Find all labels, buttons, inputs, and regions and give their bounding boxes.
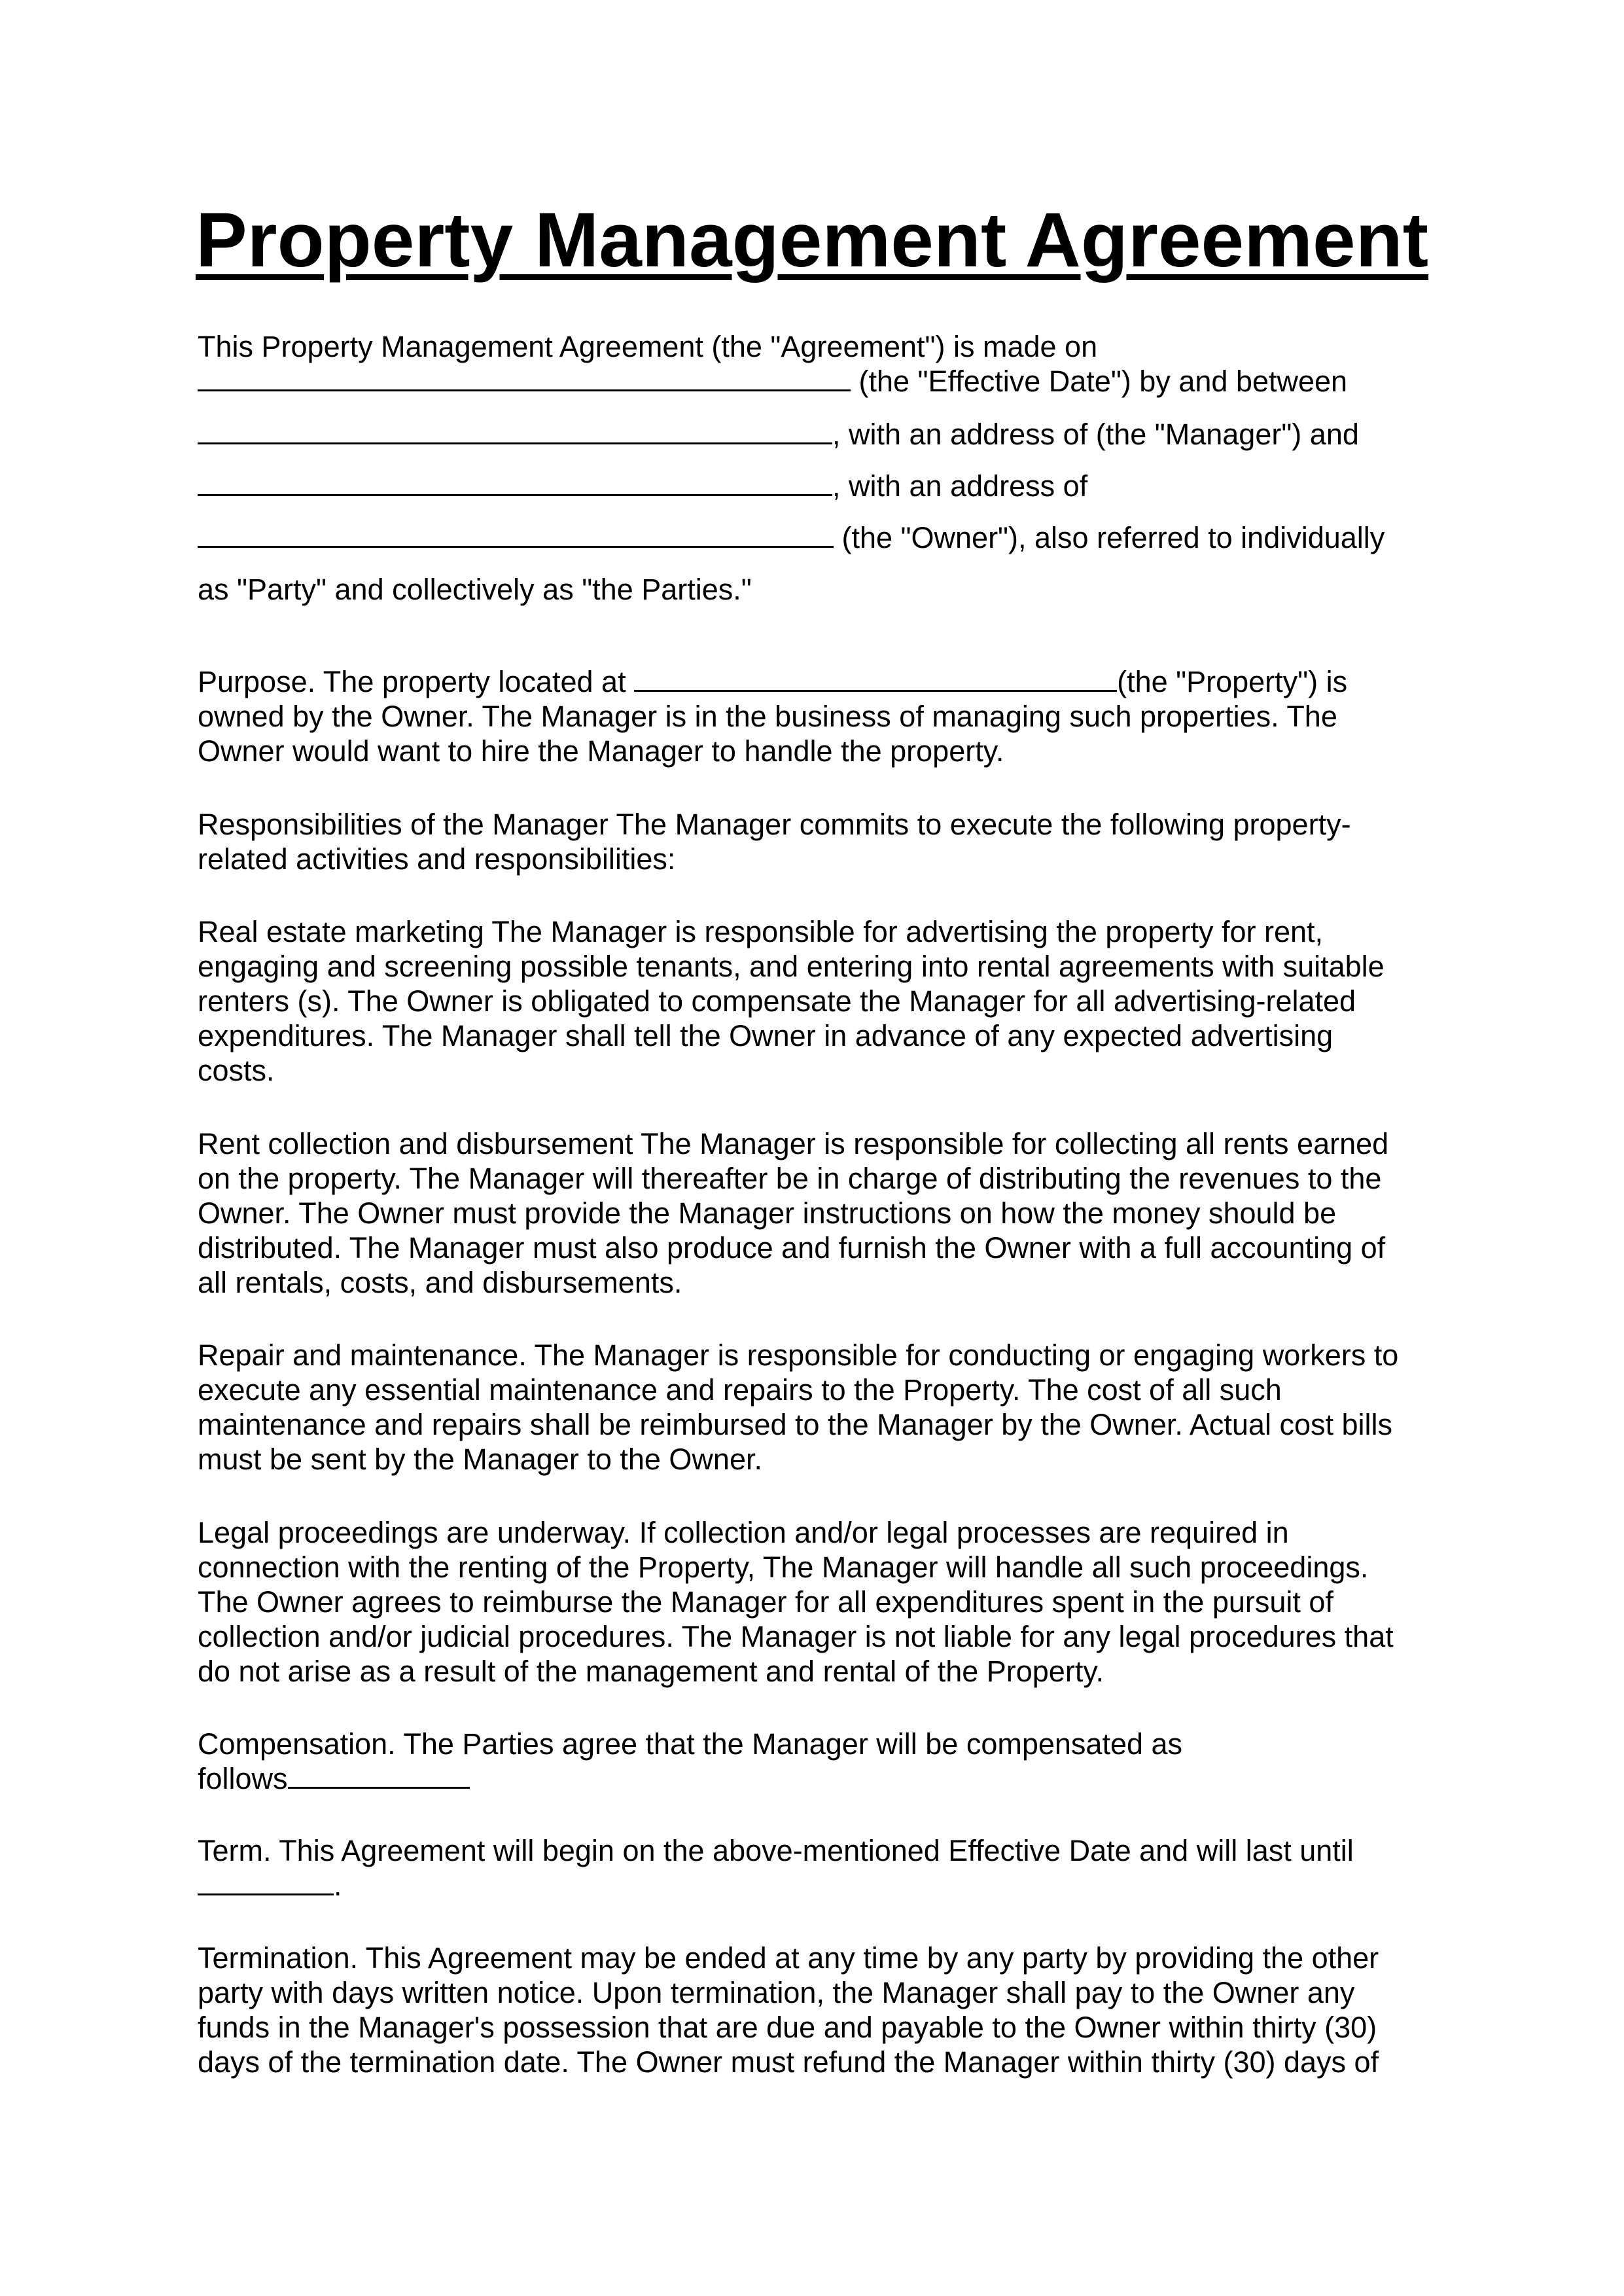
legal-line: connection with the renting of the Property, The Manager will handle all such proceedings. [198,1551,1369,1584]
compensation-line-2: follows [198,1762,288,1795]
legal-line: do not arise as a result of the management and rental of the Property. [198,1655,1104,1688]
termination-line: days of the termination date. The Owner must refund the Manager within thirty (30) days of [198,2045,1379,2079]
intro-line-1: This Property Management Agreement (the "Agreement") is made on [198,330,1098,363]
owner-name-blank[interactable] [198,521,834,548]
intro-line-2 [198,364,1441,399]
marketing-line: renters (s). The Owner is obligated to compensate the Manager for all advertising-related [198,984,1356,1018]
legal-line: Legal proceedings are underway. If collection and/or legal processes are required in [198,1516,1289,1549]
intro-line-5-text: (the "Owner"), also referred to individually [834,521,1385,554]
owner-line [198,520,1441,555]
intro-line-6: as "Party" and collectively as "the Parties." [198,573,752,606]
responsibilities-paragraph [198,807,1441,876]
termination-line: party with days written notice. Upon termination, the Manager shall pay to the Owner any [198,1976,1355,2009]
purpose-line-1-prefix: Purpose. The property located at [198,665,635,698]
responsibilities-line: related activities and responsibilities: [198,842,676,876]
intro-line-2-text: (the "Effective Date") by and between [851,365,1348,398]
marketing-line: Real estate marketing The Manager is responsible for advertising the property for rent, [198,915,1324,948]
purpose-line-1-suffix: (the "Property") is [1117,665,1348,698]
repair-line: execute any essential maintenance and repairs to the Property. The cost of all such [198,1373,1282,1407]
purpose-paragraph [198,664,1441,768]
repair-paragraph [198,1338,1441,1477]
rent-paragraph [198,1126,1441,1300]
legal-line: collection and/or judicial procedures. The Manager is not liable for any legal procedures that [198,1620,1394,1653]
marketing-line: engaging and screening possible tenants, and entering into rental agreements with suitable [198,950,1385,983]
responsibilities-line: Responsibilities of the Manager The Manager commits to execute the following property- [198,808,1351,841]
term-end-date-blank[interactable] [198,1869,334,1895]
intro-line-4-text: , with an address of [832,469,1088,503]
manager-address-blank[interactable] [198,469,832,496]
rent-line: all rentals, costs, and disbursements. [198,1266,682,1299]
owner-address-line [198,469,1441,503]
compensation-blank[interactable] [288,1762,470,1789]
repair-line: maintenance and repairs shall be reimbursed to the Manager by the Owner. Actual cost bills [198,1408,1392,1441]
purpose-line-2: owned by the Owner. The Manager is in the business of managing such properties. The [198,700,1337,733]
repair-line: Repair and maintenance. The Manager is responsible for conducting or engaging workers to [198,1338,1399,1372]
manager-line [198,417,1441,452]
termination-line: funds in the Manager's possession that are due and payable to the Owner within thirty (30) [198,2011,1377,2044]
compensation-line-1: Compensation. The Parties agree that the Manager will be compensated as [198,1727,1183,1761]
term-paragraph [198,1833,1441,1903]
intro-section [198,329,1441,399]
marketing-line: expenditures. The Manager shall tell the Owner in advance of any expected advertising [198,1019,1333,1052]
legal-paragraph [198,1515,1441,1689]
effective-date-blank[interactable] [198,365,851,391]
intro-line-3-text: , with an address of (the "Manager") and [832,418,1359,451]
rent-line: Owner. The Owner must provide the Manager instructions on how the money should be [198,1196,1337,1230]
termination-line: Termination. This Agreement may be ended at any time by any party by providing the other [198,1941,1379,1975]
term-line-1: Term. This Agreement will begin on the above-mentioned Effective Date and will last until [198,1834,1354,1867]
termination-paragraph [198,1941,1441,2079]
legal-line: The Owner agrees to reimburse the Manager for all expenditures spent in the pursuit of [198,1585,1333,1619]
marketing-line: costs. [198,1054,275,1087]
manager-name-blank[interactable] [198,418,832,444]
document-title: Property Management Agreement [195,197,1429,283]
parties-line [198,572,1441,607]
rent-line: on the property. The Manager will thereafter be in charge of distributing the revenues to the [198,1162,1382,1195]
property-address-blank[interactable] [634,665,1117,692]
rent-line: distributed. The Manager must also produce and furnish the Owner with a full accounting of [198,1231,1386,1265]
term-line-2-suffix: . [334,1869,342,1902]
repair-line: must be sent by the Manager to the Owner. [198,1443,762,1476]
marketing-paragraph [198,914,1441,1088]
compensation-paragraph [198,1727,1441,1796]
rent-line: Rent collection and disbursement The Manager is responsible for collecting all rents earned [198,1127,1389,1160]
purpose-line-3: Owner would want to hire the Manager to handle the property. [198,734,1004,768]
